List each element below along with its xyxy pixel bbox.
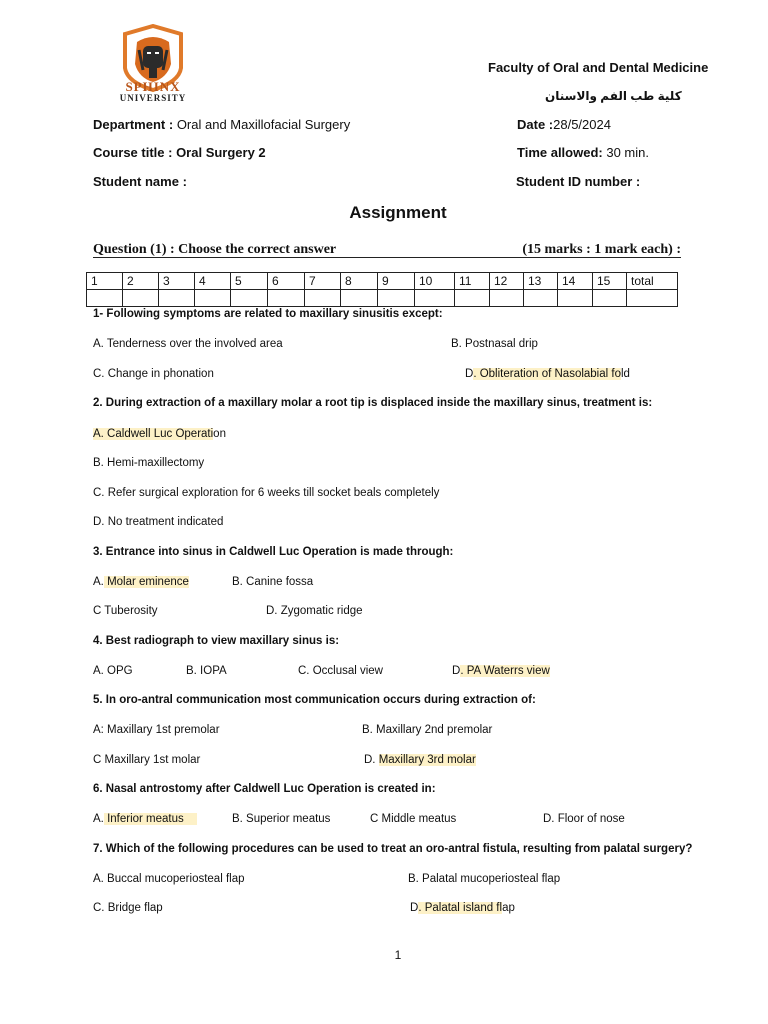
answer-cell[interactable] xyxy=(305,290,341,307)
question-1-option-b[interactable]: B. Postnasal drip xyxy=(451,338,538,350)
answer-cell[interactable] xyxy=(593,290,627,307)
grid-header-cell: 5 xyxy=(231,273,268,290)
answer-cell[interactable] xyxy=(123,290,159,307)
grid-header-cell: 11 xyxy=(455,273,490,290)
date-line xyxy=(517,117,611,132)
grid-header-cell: total xyxy=(627,273,678,290)
question-7-option-b[interactable]: B. Palatal mucoperiosteal flap xyxy=(408,873,561,885)
question-5-option-d[interactable] xyxy=(364,754,476,766)
question-6-option-b[interactable]: B. Superior meatus xyxy=(232,813,331,825)
question-3-option-c[interactable]: C Tuberosity xyxy=(93,605,158,617)
answer-cell[interactable] xyxy=(415,290,455,307)
answer-cell[interactable] xyxy=(341,290,378,307)
grid-header-cell: 2 xyxy=(123,273,159,290)
grid-header-cell: 14 xyxy=(558,273,593,290)
time-label: Time allowed: xyxy=(517,145,603,160)
question-6-stem: 6. Nasal antrostomy after Caldwell Luc Operation is created in: xyxy=(93,783,436,795)
answer-grid xyxy=(86,272,678,307)
answer-cell[interactable] xyxy=(455,290,490,307)
highlighted-answer: Maxillary 3rd molar xyxy=(378,754,476,766)
time-allowed-line xyxy=(517,145,649,160)
question-5-option-b[interactable]: B. Maxillary 2nd premolar xyxy=(362,724,493,736)
answer-cell[interactable] xyxy=(231,290,268,307)
student-id-label: Student ID number : xyxy=(516,174,641,189)
option-d-prefix: D xyxy=(452,665,461,677)
question-3-option-a[interactable] xyxy=(93,576,189,588)
department-value: Oral and Maxillofacial Surgery xyxy=(176,117,351,132)
course-title: Course title : Oral Surgery 2 xyxy=(93,145,266,160)
question-2-option-a[interactable] xyxy=(93,428,226,440)
question-1-option-c[interactable]: C. Change in phonation xyxy=(93,368,214,380)
question-3-option-b[interactable]: B. Canine fossa xyxy=(232,576,314,588)
option-a-prefix: A. xyxy=(93,813,104,825)
grid-header-cell: 3 xyxy=(159,273,195,290)
grid-header-cell: 13 xyxy=(524,273,558,290)
highlighted-answer: . Palatal island fl xyxy=(418,902,503,914)
page-number: 1 xyxy=(394,948,402,962)
department-line xyxy=(93,117,350,132)
question-4-stem: 4. Best radiograph to view maxillary sinus is: xyxy=(93,635,340,647)
option-d-suffix: ld xyxy=(620,368,630,380)
question-7-option-c[interactable]: C. Bridge flap xyxy=(93,902,163,914)
grid-header-cell: 6 xyxy=(268,273,305,290)
question-5-option-a[interactable]: A: Maxillary 1st premolar xyxy=(93,724,220,736)
time-value: 30 min. xyxy=(606,145,649,160)
question-3-stem: 3. Entrance into sinus in Caldwell Luc Operation is made through: xyxy=(93,546,454,558)
question-1-option-a[interactable]: A. Tenderness over the involved area xyxy=(93,338,283,350)
grid-header-cell: 12 xyxy=(490,273,524,290)
date-label: Date : xyxy=(517,117,554,132)
answer-cell[interactable] xyxy=(159,290,195,307)
question-2-stem: 2. During extraction of a maxillary molar a root tip is displaced inside the maxillary sinus, treatment is: xyxy=(93,397,653,409)
option-d-prefix: D xyxy=(410,902,419,914)
question-5-stem: 5. In oro-antral communication most communication occurs during extraction of: xyxy=(93,694,536,706)
question-7-stem: 7. Which of the following procedures can be used to treat an oro-antral fistula, resulting from palatal surgery? xyxy=(93,843,693,855)
answer-cell[interactable] xyxy=(490,290,524,307)
question-6-option-c[interactable]: C Middle meatus xyxy=(370,813,457,825)
question-heading-marks: (15 marks : 1 mark each) : xyxy=(522,242,681,257)
answer-cell[interactable] xyxy=(195,290,231,307)
logo-subtitle: UNIVERSITY xyxy=(119,93,187,103)
option-a-suffix: on xyxy=(213,428,226,440)
question-4-option-b[interactable]: B. IOPA xyxy=(186,665,227,677)
grid-header-cell: 8 xyxy=(341,273,378,290)
answer-cell[interactable] xyxy=(524,290,558,307)
highlighted-answer: . Obliteration of Nasolabial fo xyxy=(473,368,621,380)
grid-header-cell: 9 xyxy=(378,273,415,290)
question-7-option-d[interactable] xyxy=(410,902,515,914)
question-3-option-d[interactable]: D. Zygomatic ridge xyxy=(266,605,363,617)
question-2-option-b[interactable]: B. Hemi-maxillectomy xyxy=(93,457,205,469)
question-2-option-c[interactable]: C. Refer surgical exploration for 6 weeks till socket beals completely xyxy=(93,487,440,499)
option-d-suffix: ap xyxy=(502,902,515,914)
total-cell[interactable] xyxy=(627,290,678,307)
department-label: Department : xyxy=(93,117,174,132)
grid-header-cell: 4 xyxy=(195,273,231,290)
question-2-option-d[interactable]: D. No treatment indicated xyxy=(93,516,224,528)
question-heading-left: Question (1) : Choose the correct answer xyxy=(93,242,337,257)
question-7-option-a[interactable]: A. Buccal mucoperiosteal flap xyxy=(93,873,245,885)
option-d-prefix: D xyxy=(465,368,474,380)
option-a-prefix: A. xyxy=(93,576,104,588)
question-heading xyxy=(93,242,681,258)
grid-header-cell: 7 xyxy=(305,273,341,290)
answer-grid-answer-row xyxy=(87,290,678,307)
highlighted-answer: . PA Waterrs view xyxy=(460,665,550,677)
highlighted-answer: Inferior meatus xyxy=(103,813,197,825)
logo-name: SPHINX xyxy=(125,79,181,94)
grid-header-cell: 15 xyxy=(593,273,627,290)
answer-grid-header-row xyxy=(87,273,678,290)
question-1-stem: 1- Following symptoms are related to maxillary sinusitis except: xyxy=(93,308,443,320)
answer-cell[interactable] xyxy=(268,290,305,307)
page-title: Assignment xyxy=(349,203,447,222)
faculty-name: Faculty of Oral and Dental Medicine xyxy=(488,60,709,75)
option-d-prefix: D. xyxy=(364,754,379,766)
student-name-label: Student name : xyxy=(93,174,187,189)
highlighted-answer: Molar eminence xyxy=(103,576,189,588)
question-4-option-c[interactable]: C. Occlusal view xyxy=(298,665,383,677)
date-value: 28/5/2024 xyxy=(553,117,611,132)
logo-wordmark xyxy=(108,81,198,103)
grid-header-cell: 1 xyxy=(87,273,123,290)
question-5-option-c[interactable]: C Maxillary 1st molar xyxy=(93,754,201,766)
answer-cell[interactable] xyxy=(558,290,593,307)
question-4-option-a[interactable]: A. OPG xyxy=(93,665,133,677)
answer-cell[interactable] xyxy=(378,290,415,307)
highlighted-answer: A. Caldwell Luc Operati xyxy=(93,428,214,440)
question-6-option-a[interactable] xyxy=(93,813,197,825)
question-4-option-d[interactable] xyxy=(452,665,550,677)
question-6-option-d[interactable]: D. Floor of nose xyxy=(543,813,625,825)
grid-header-cell: 10 xyxy=(415,273,455,290)
question-1-option-d[interactable] xyxy=(465,368,630,380)
answer-cell[interactable] xyxy=(87,290,123,307)
faculty-name-arabic: كلية طب الفم والاسنان xyxy=(545,89,682,103)
